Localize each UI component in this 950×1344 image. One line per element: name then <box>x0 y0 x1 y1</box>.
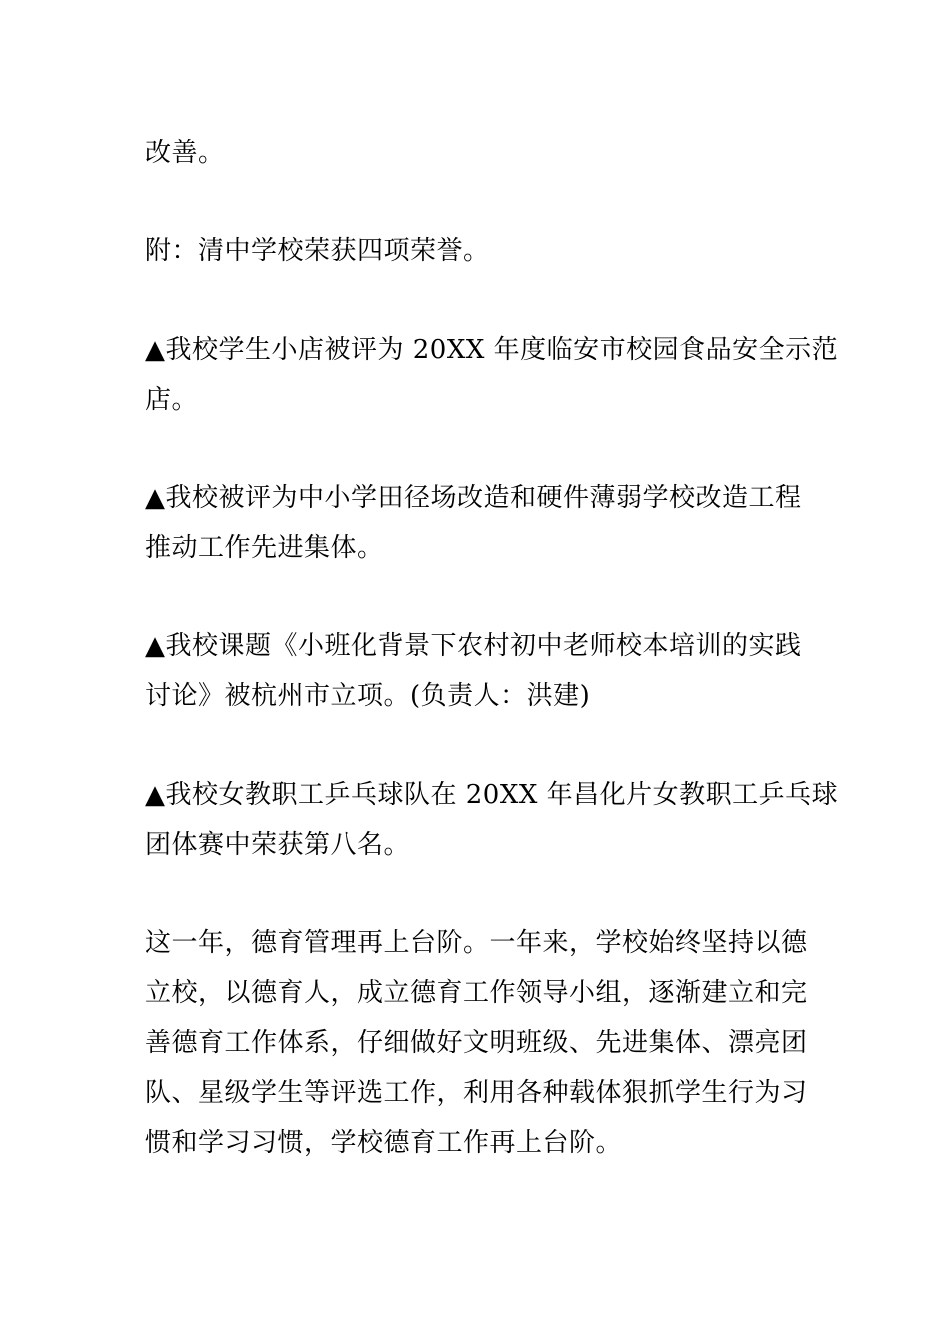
text-line: 推动工作先进集体。 <box>145 533 384 563</box>
text-line: 这一年，德育管理再上台阶。一年来，学校始终坚持以德 <box>145 928 808 958</box>
text-line: 立校，以德育人，成立德育工作领导小组，逐渐建立和完 <box>145 978 808 1008</box>
text-line: ▲我校课题《小班化背景下农村初中老师校本培训的实践 <box>145 631 802 661</box>
paragraph-moral-education <box>145 918 810 1168</box>
text-line: 惯和学习习惯，学校德育工作再上台阶。 <box>145 1128 623 1158</box>
text-line: 团体赛中荣获第八名。 <box>145 830 411 860</box>
text-line: 店。 <box>145 385 199 415</box>
text-line: ▲我校学生小店被评为 20XX 年度临安市校园食品安全示范 <box>145 335 839 365</box>
paragraph-intro-end <box>145 128 810 178</box>
paragraph-honor-3 <box>145 621 810 721</box>
paragraph-honor-4 <box>145 770 839 870</box>
text-line: 队、星级学生等评选工作，利用各种载体狠抓学生行为习 <box>145 1078 808 1108</box>
text-line: 善德育工作体系，仔细做好文明班级、先进集体、漂亮团 <box>145 1028 808 1058</box>
text-line: 讨论》被杭州市立项。(负责人：洪建) <box>145 681 591 711</box>
text-line: 附：清中学校荣获四项荣誉。 <box>145 236 490 266</box>
text-line: ▲我校被评为中小学田径场改造和硬件薄弱学校改造工程 <box>145 483 802 513</box>
paragraph-honors-heading <box>145 226 810 276</box>
text-line: ▲我校女教职工乒乓球队在 20XX 年昌化片女教职工乒乓球 <box>145 780 839 810</box>
text-line: 改善。 <box>145 138 225 168</box>
paragraph-honor-1 <box>145 325 839 425</box>
paragraph-honor-2 <box>145 473 810 573</box>
